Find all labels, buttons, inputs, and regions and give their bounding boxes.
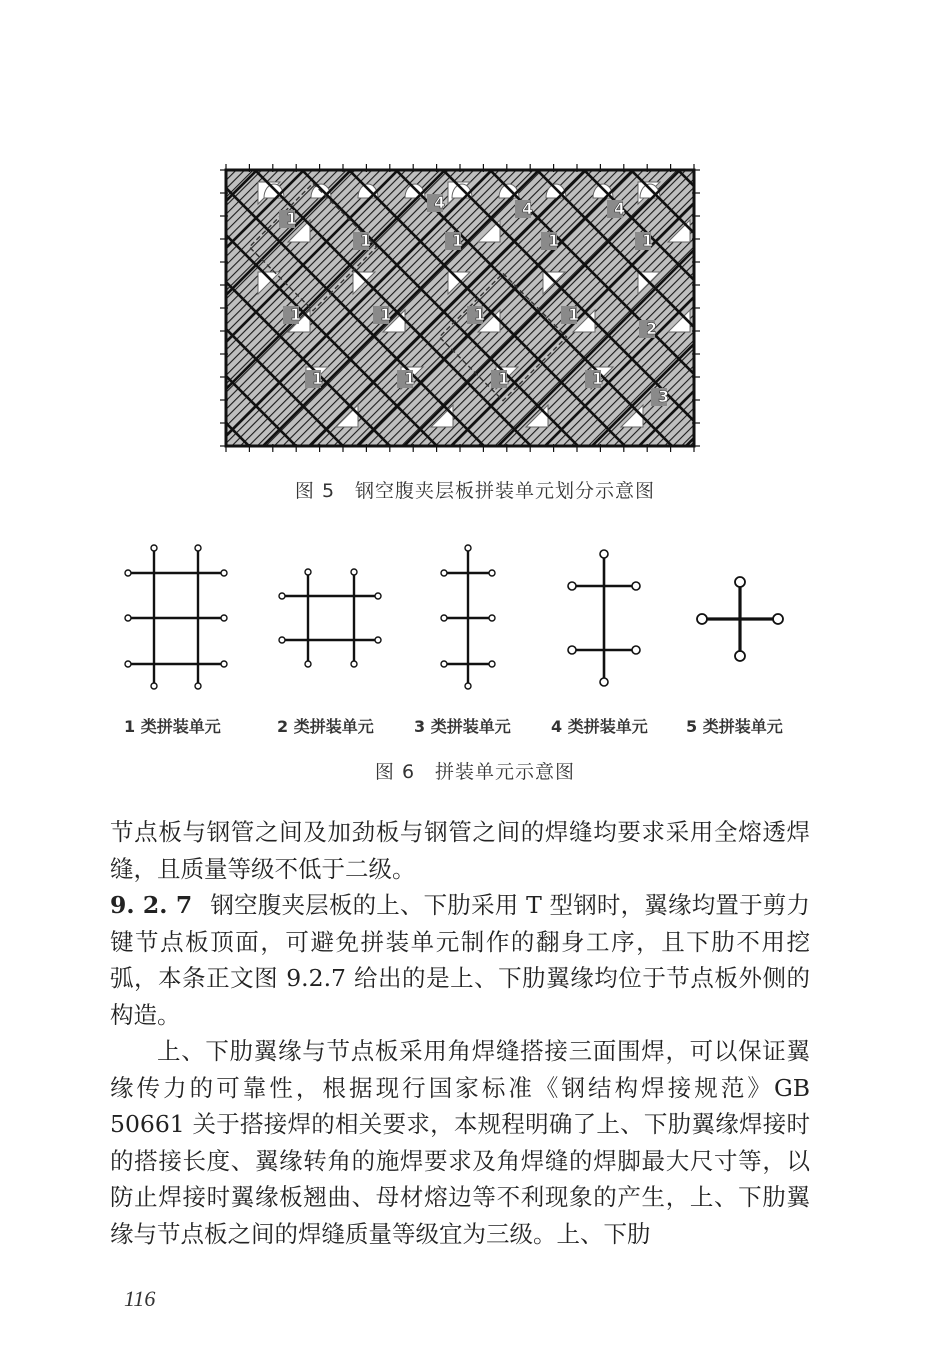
figure-6-diagram — [110, 540, 830, 700]
unit-type-4-drawing — [568, 550, 640, 686]
unit-number-label: 1 — [592, 369, 604, 388]
unit-number-label: 1 — [380, 305, 392, 324]
unit-type-2-drawing — [279, 569, 381, 667]
paragraph-3: 上、下肋翼缘与节点板采用角焊缝搭接三面围焊，可以保证翼缘传力的可靠性，根据现行国家标准《钢结构焊接规范》GB 50661 关于搭接焊的相关要求，本规程明确了上、下肋翼缘焊接时的搭接长度、翼缘转角的施焊要求及角焊缝的焊脚最大尺寸等，以防止焊接时翼缘板翘曲、母材熔边等不利现象的产生，上、下肋翼缘与节点板之间的焊缝质量等级宜为三级。上、下肋 — [110, 1037, 810, 1248]
unit-number-label: 1 — [568, 305, 580, 324]
paragraph-2-text: 钢空腹夹层板的上、下肋采用 T 型钢时，翼缘均置于剪力键节点板顶面，可避免拼装单元制作的翻身工序，且下肋不用挖弧，本条正文图 9.2.7 给出的是上、下肋翼缘均位于节点板外侧的构造。 — [110, 891, 810, 1029]
unit-number-label: 1 — [286, 209, 298, 228]
figure-5-caption: 图 5 钢空腹夹层板拼装单元划分示意图 — [294, 480, 656, 502]
figure-5-svg — [218, 162, 702, 454]
unit-number-label: 1 — [548, 231, 560, 250]
unit-type-5-drawing — [697, 577, 783, 661]
unit-number-label: 1 — [474, 305, 486, 324]
unit-number-label: 2 — [646, 319, 658, 338]
paragraph-2 — [110, 887, 810, 1033]
unit-number-label: 1 — [290, 305, 302, 324]
unit-number-label: 4 — [434, 193, 446, 212]
unit-number-label: 4 — [614, 199, 626, 218]
unit-number-label: 1 — [642, 231, 654, 250]
body-text — [110, 814, 810, 1252]
unit-number-label: 1 — [360, 231, 372, 250]
unit-type-3-label: 3 类拼装单元 — [414, 717, 511, 736]
figure-6-svg — [110, 540, 830, 700]
unit-type-5-label: 5 类拼装单元 — [686, 717, 783, 736]
figure-5-diagram — [218, 162, 702, 454]
page-number: 116 — [124, 1286, 156, 1311]
unit-number-label: 1 — [452, 231, 464, 250]
unit-type-1-label: 1 类拼装单元 — [124, 717, 221, 736]
paragraph-1: 节点板与钢管之间及加劲板与钢管之间的焊缝均要求采用全熔透焊缝，且质量等级不低于二级。 — [110, 818, 810, 883]
unit-number-label: 4 — [522, 199, 534, 218]
unit-type-1-drawing — [125, 545, 227, 689]
section-number: 9. 2. 7 — [110, 891, 193, 919]
unit-type-2-label: 2 类拼装单元 — [277, 717, 374, 736]
unit-number-label: 1 — [312, 369, 324, 388]
unit-type-3-drawing — [441, 545, 495, 689]
unit-number-label: 1 — [498, 369, 510, 388]
figure-6-caption: 图 6 拼装单元示意图 — [374, 761, 576, 783]
unit-type-4-label: 4 类拼装单元 — [551, 717, 648, 736]
unit-number-label: 1 — [404, 369, 416, 388]
unit-number-label: 3 — [658, 387, 670, 406]
